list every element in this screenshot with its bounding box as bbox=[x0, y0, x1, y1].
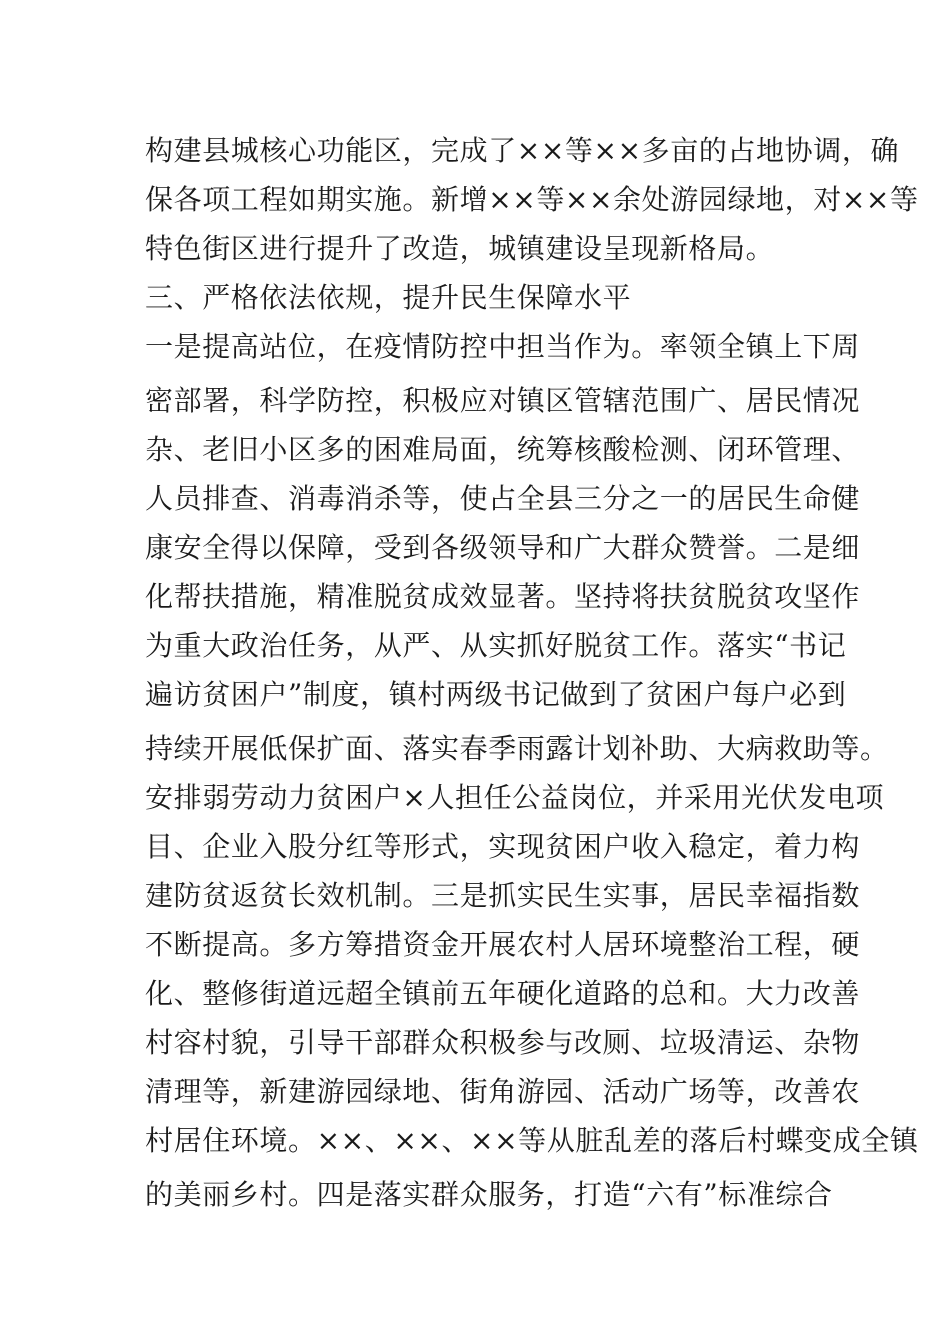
text-line: 目、企业入股分红等形式，实现贫困户收入稳定，着力构 bbox=[145, 830, 861, 863]
text-line: 村容村貌，引导干部群众积极参与改厕、垃圾清运、杂物 bbox=[145, 1026, 861, 1059]
text-line: 人员排查、消毒消杀等，使占全县三分之一的居民生命健 bbox=[145, 482, 861, 515]
text-line: 保各项工程如期实施。新增××等××余处游园绿地，对××等 bbox=[145, 183, 919, 216]
text-line: 持续开展低保扩面、落实春季雨露计划补助、大病救助等。 bbox=[145, 732, 889, 765]
text-line: 遍访贫困户”制度，镇村两级书记做到了贫困户每户必到 bbox=[145, 678, 847, 711]
text-line: 杂、老旧小区多的困难局面，统筹核酸检测、闭环管理、 bbox=[145, 433, 861, 466]
text-line: 安排弱劳动力贫困户×人担任公益岗位，并采用光伏发电项 bbox=[145, 781, 885, 814]
text-line: 化、整修街道远超全镇前五年硬化道路的总和。大力改善 bbox=[145, 977, 861, 1010]
text-line: 为重大政治任务，从严、从实抓好脱贫工作。落实“书记 bbox=[145, 629, 847, 662]
text-line: 的美丽乡村。四是落实群众服务，打造“六有”标准综合 bbox=[145, 1178, 833, 1211]
text-line: 化帮扶措施，精准脱贫成效显著。坚持将扶贫脱贫攻坚作 bbox=[145, 580, 861, 613]
text-line: 密部署，科学防控，积极应对镇区管辖范围广、居民情况 bbox=[145, 384, 861, 417]
text-line: 一是提高站位，在疫情防控中担当作为。率领全镇上下周 bbox=[145, 330, 861, 363]
text-line: 构建县城核心功能区，完成了××等××多亩的占地协调，确 bbox=[145, 134, 900, 167]
text-line: 建防贫返贫长效机制。三是抓实民生实事，居民幸福指数 bbox=[145, 879, 861, 912]
text-line: 特色街区进行提升了改造，城镇建设呈现新格局。 bbox=[145, 232, 775, 265]
text-line: 村居住环境。××、××、××等从脏乱差的落后村蝶变成全镇 bbox=[145, 1124, 919, 1157]
section-heading: 三、严格依法依规，提升民生保障水平 bbox=[145, 281, 632, 314]
text-line: 不断提高。多方筹措资金开展农村人居环境整治工程，硬 bbox=[145, 928, 861, 961]
text-line: 清理等，新建游园绿地、街角游园、活动广场等，改善农 bbox=[145, 1075, 861, 1108]
text-line: 康安全得以保障，受到各级领导和广大群众赞誉。二是细 bbox=[145, 531, 861, 564]
